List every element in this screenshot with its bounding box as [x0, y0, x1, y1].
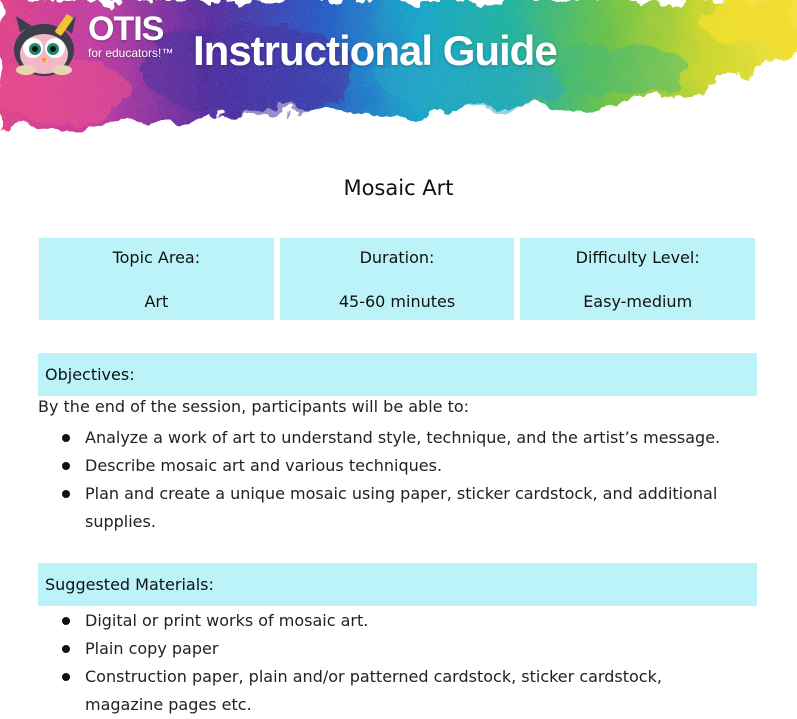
- lesson-title: Mosaic Art: [343, 176, 454, 200]
- list-item: Describe mosaic art and various techniques.: [60, 452, 740, 480]
- list-item: Digital or print works of mosaic art.: [60, 607, 740, 635]
- list-item: Analyze a work of art to understand style, technique, and the artist’s message.: [60, 424, 740, 452]
- objectives-intro: By the end of the session, participants will be able to:: [38, 397, 470, 416]
- info-value: 45-60 minutes: [338, 292, 456, 311]
- brand-name: OTIS: [88, 10, 164, 48]
- info-value: Art: [144, 292, 169, 311]
- info-label: Duration:: [359, 248, 435, 267]
- objectives-heading: Objectives:: [38, 353, 757, 396]
- page-header: [0, 0, 797, 150]
- brand-subtitle: for educators!™: [88, 46, 174, 60]
- list-item: Plain copy paper: [60, 635, 740, 663]
- info-cell-difficulty: [520, 238, 755, 320]
- materials-heading: Suggested Materials:: [38, 563, 757, 606]
- list-item: Plan and create a unique mosaic using paper, sticker cardstock, and additional supplies.: [60, 480, 740, 536]
- lesson-info-table: [39, 238, 755, 320]
- info-label: Difficulty Level:: [575, 248, 700, 267]
- list-item: Construction paper, plain and/or patterned cardstock, sticker cardstock, magazine pages etc.: [60, 663, 740, 719]
- info-cell-duration: [280, 238, 515, 320]
- info-cell-topic: [39, 238, 274, 320]
- objectives-list: [60, 424, 740, 536]
- guide-title: Instructional Guide: [193, 27, 557, 74]
- owl-mascot-icon: [6, 10, 86, 80]
- materials-list: [60, 607, 740, 719]
- brand-logo-text: [88, 12, 173, 60]
- info-label: Topic Area:: [112, 248, 201, 267]
- info-value: Easy-medium: [583, 292, 693, 311]
